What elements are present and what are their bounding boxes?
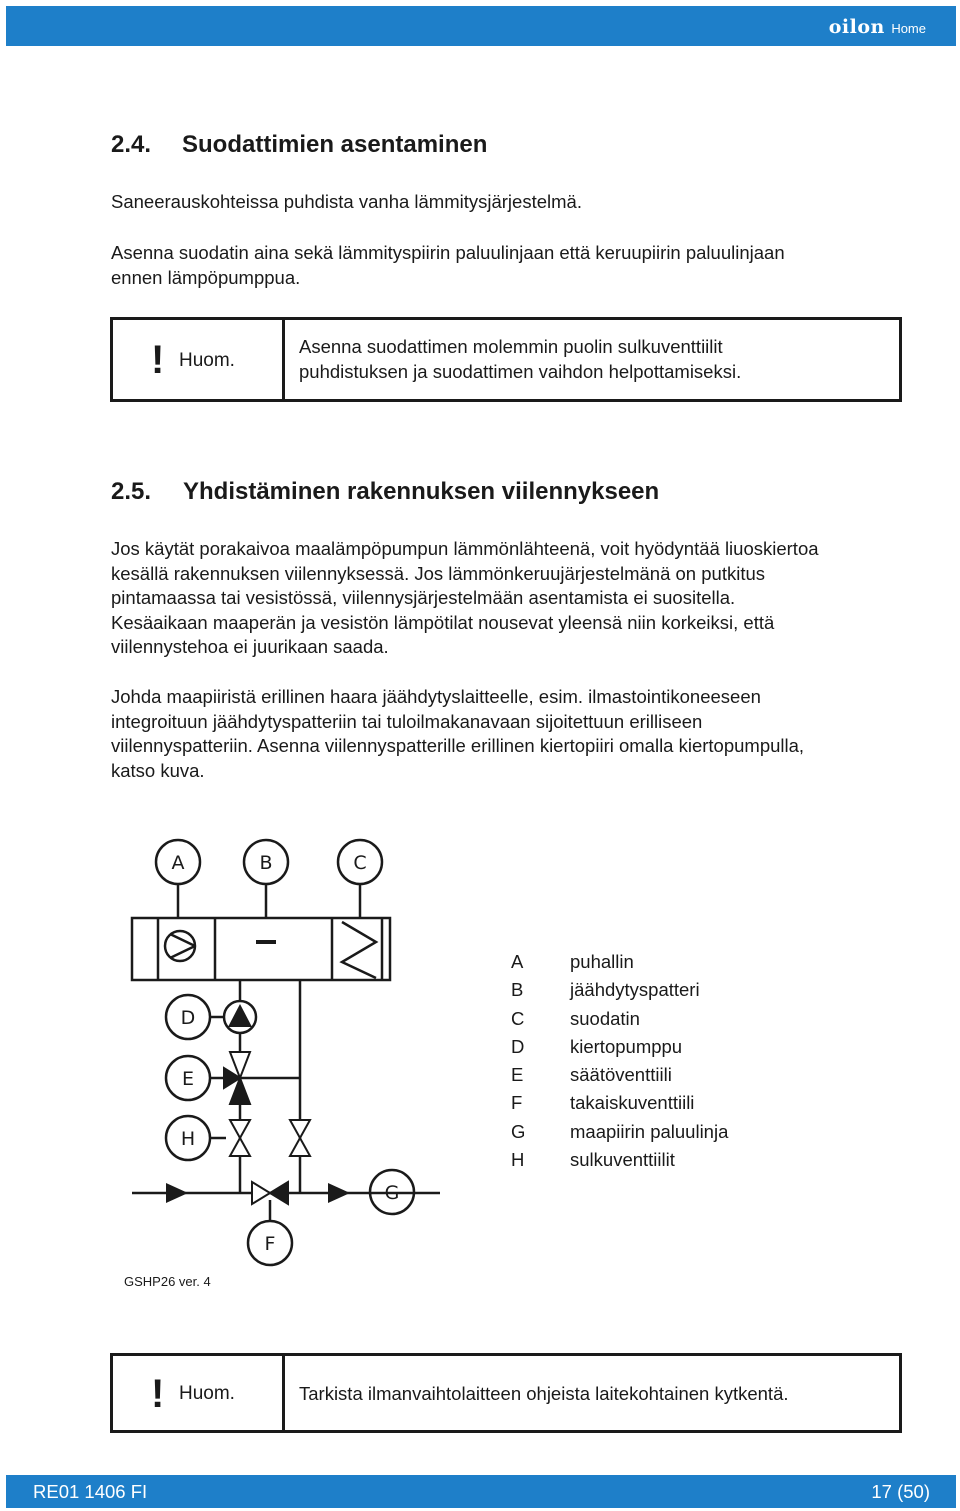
fan-icon <box>165 931 195 961</box>
text-line: ennen lämpöpumppua. <box>111 266 301 288</box>
paragraph <box>111 685 804 783</box>
cooling-circuit-diagram <box>100 830 440 1270</box>
exclamation-icon: ! <box>151 1372 165 1416</box>
note-box <box>110 1353 902 1433</box>
paragraph <box>111 537 819 660</box>
legend-key: E <box>511 1064 524 1086</box>
legend-key: A <box>511 951 524 972</box>
piping <box>132 980 440 1193</box>
paragraph <box>111 241 785 290</box>
legend-key: F <box>511 1092 523 1114</box>
section-number: 2.5. <box>111 478 152 505</box>
flow-arrow-icon <box>328 1183 350 1203</box>
note-label-cell <box>113 1356 285 1430</box>
header-bar <box>6 6 956 46</box>
text-line: Kesäaikaan maaperän ja vesistön lämpötilat nousevat yleensä niin korkeiksi, että <box>111 611 775 633</box>
legend-desc: kiertopumppu <box>570 1035 683 1057</box>
text-line: Jos käytät porakaivoa maalämpöpumpun lämmönlähteenä, voit hyödyntää liuoskiertoa <box>111 538 819 559</box>
legend-desc: maapiirin paluulinja <box>570 1120 729 1142</box>
text-line: kesällä rakennuksen viilennyksessä. Jos lämmönkeruujärjestelmänä on putkitus <box>111 562 765 584</box>
flow-arrow-icon <box>166 1183 188 1203</box>
callout-label: A <box>171 852 185 874</box>
shutoff-valve-icon <box>230 1120 250 1156</box>
callout-label: F <box>264 1233 276 1255</box>
callout-label: C <box>353 852 367 874</box>
text-line: Asenna suodattimen molemmin puolin sulkuventtiilit <box>299 336 723 357</box>
note-label: Huom. <box>179 1383 235 1404</box>
filter-icon <box>342 922 376 978</box>
legend-key: H <box>511 1149 525 1171</box>
text-line: Johda maapiiristä erillinen haara jäähdytyslaitteelle, esim. ilmastointikoneeseen <box>111 686 761 707</box>
text-line: pintamaassa tai vesistössä, viilennysjärjestelmään asentamista ei suositella. <box>111 587 736 608</box>
callout-label: D <box>180 1007 196 1029</box>
legend-desc: puhallin <box>570 951 634 972</box>
section-number: 2.4. <box>111 131 152 158</box>
callout-label: G <box>384 1182 400 1204</box>
callout-label: B <box>259 852 273 874</box>
text-line: viilennystehoa ei juurikaan saada. <box>111 636 389 657</box>
note-text: Tarkista ilmanvaihtolaitteen ohjeista laitekohtainen kytkentä. <box>299 1383 789 1404</box>
paragraph: Saneerauskohteissa puhdista vanha lämmitysjärjestelmä. <box>111 191 582 212</box>
section-title: Yhdistäminen rakennuksen viilennykseen <box>183 478 660 505</box>
text-line: integroituun jäähdytyspatteriin tai tuloilmakanavaan sijoitettuun erilliseen <box>111 710 703 732</box>
exclamation-icon: ! <box>151 338 165 382</box>
legend-desc: takaiskuventtiili <box>570 1092 695 1114</box>
text-line: katso kuva. <box>111 759 205 781</box>
note-box <box>110 317 902 402</box>
brand-suffix: Home <box>891 21 926 36</box>
legend-desc: sulkuventtiilit <box>570 1149 675 1171</box>
legend-key: G <box>511 1120 526 1142</box>
section-heading-2-5 <box>111 478 659 506</box>
note-label: Huom. <box>179 350 235 371</box>
legend-key: D <box>511 1035 525 1057</box>
brand-logo <box>829 16 926 38</box>
section-heading-2-4 <box>111 131 487 159</box>
footer-bar <box>6 1475 956 1508</box>
text-line: puhdistuksen ja suodattimen vaihdon helpottamiseksi. <box>299 360 742 382</box>
air-handling-unit <box>132 918 390 980</box>
legend-desc: säätöventtiili <box>570 1064 672 1086</box>
shutoff-valve-icon <box>290 1120 310 1156</box>
callout-label: H <box>180 1128 196 1150</box>
legend-key: B <box>511 979 524 1001</box>
callout-label: E <box>181 1068 195 1090</box>
note-label-cell <box>113 320 285 399</box>
section-title: Suodattimien asentaminen <box>182 131 488 158</box>
diagram-version: GSHP26 ver. 4 <box>124 1274 211 1289</box>
legend-desc: suodatin <box>570 1007 640 1029</box>
document-code: RE01 1406 FI <box>33 1481 148 1502</box>
brand-name: oilon <box>828 16 885 38</box>
legend-key: C <box>511 1007 525 1029</box>
text-line: Asenna suodatin aina sekä lämmityspiirin paluulinjaan että keruupiirin paluulinjaan <box>111 242 785 263</box>
text-line: viilennyspatteriin. Asenna viilennyspatterille erillinen kiertopiiri omalla kiertopumpulla, <box>111 735 805 756</box>
page-number: 17 (50) <box>871 1481 930 1502</box>
legend-desc: jäähdytyspatteri <box>570 979 700 1001</box>
note-text <box>299 335 741 384</box>
